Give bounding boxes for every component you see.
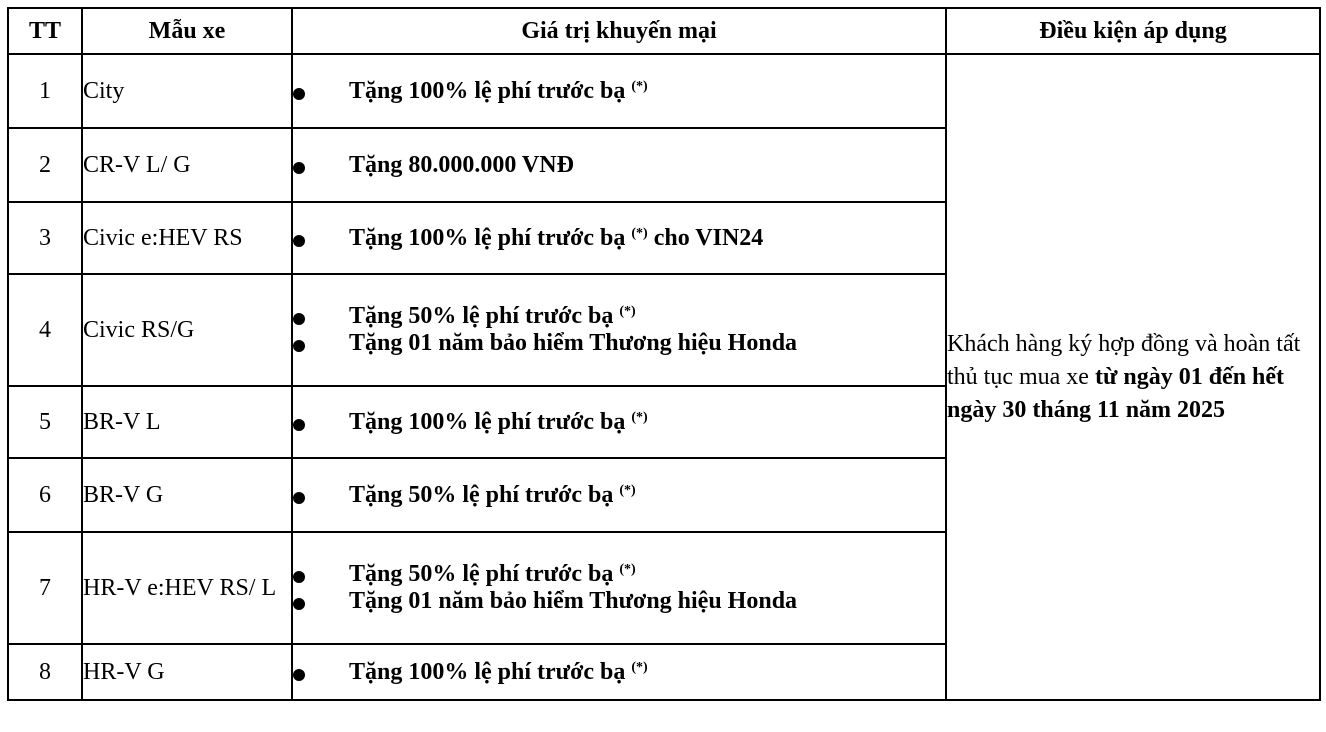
promotion-item <box>293 225 945 252</box>
bullet-icon <box>293 492 305 504</box>
promotion-item <box>293 561 945 588</box>
promotion-text: Tặng 100% lệ phí trước bạ <box>349 224 626 251</box>
condition-date-range: từ ngày 01 đến hết ngày 30 tháng 11 năm 2025 <box>947 363 1285 423</box>
footnote-mark: (*) <box>619 304 636 319</box>
promotion-value <box>292 458 946 532</box>
promotion-text: Tặng 100% lệ phí trước bạ <box>349 77 626 104</box>
condition-cell <box>946 54 1320 700</box>
promotion-item <box>293 330 945 357</box>
row-number: 5 <box>8 386 82 458</box>
condition-text: Khách hàng ký hợp đồng và hoàn tất thủ tục mua xe <box>947 330 1301 390</box>
promotion-value <box>292 54 946 128</box>
row-number: 1 <box>8 54 82 128</box>
row-number: 6 <box>8 458 82 532</box>
row-number: 2 <box>8 128 82 202</box>
footnote-mark: (*) <box>631 409 648 425</box>
bullet-icon <box>293 340 305 352</box>
promotion-item <box>293 588 945 615</box>
row-number: 4 <box>8 274 82 386</box>
header-row <box>8 8 1320 54</box>
header-tt: TT <box>8 8 82 54</box>
promotion-value <box>292 128 946 202</box>
promotion-text: Tặng 100% lệ phí trước bạ <box>349 658 626 685</box>
promotion-value <box>292 644 946 700</box>
promotion-text: Tặng 01 năm bảo hiểm Thương hiệu Honda <box>349 330 798 356</box>
model-name: Civic RS/G <box>82 274 292 386</box>
model-name: HR-V e:HEV RS/ L <box>82 532 292 644</box>
header-value: Giá trị khuyến mại <box>292 8 946 54</box>
promotion-item <box>293 659 945 686</box>
promotion-value <box>292 532 946 644</box>
promotion-item <box>293 482 945 509</box>
header-model: Mẫu xe <box>82 8 292 54</box>
bullet-icon <box>293 162 305 174</box>
bullet-icon <box>293 313 305 325</box>
table-row <box>8 54 1320 128</box>
model-name: Civic e:HEV RS <box>82 202 292 274</box>
bullet-icon <box>293 88 305 100</box>
footnote-mark: (*) <box>631 78 648 94</box>
promotion-value <box>292 202 946 274</box>
row-number: 7 <box>8 532 82 644</box>
promotion-item <box>293 303 945 330</box>
footnote-mark: (*) <box>631 225 648 241</box>
header-condition: Điều kiện áp dụng <box>946 8 1320 54</box>
footnote-mark: (*) <box>631 659 648 675</box>
row-number: 8 <box>8 644 82 700</box>
row-number: 3 <box>8 202 82 274</box>
promotion-item <box>293 409 945 436</box>
promotion-value <box>292 274 946 386</box>
promotion-text: Tặng 50% lệ phí trước bạ <box>349 481 614 508</box>
promotion-text: Tặng 01 năm bảo hiểm Thương hiệu Honda <box>349 588 798 614</box>
promotion-text: Tặng 80.000.000 VNĐ <box>349 151 574 178</box>
model-name: City <box>82 54 292 128</box>
promotion-item <box>293 152 945 179</box>
bullet-icon <box>293 419 305 431</box>
promotion-item <box>293 78 945 105</box>
model-name: HR-V G <box>82 644 292 700</box>
bullet-icon <box>293 235 305 247</box>
promotion-text: Tặng 100% lệ phí trước bạ <box>349 408 626 435</box>
bullet-icon <box>293 571 305 583</box>
promotion-text-tail: cho VIN24 <box>647 224 764 251</box>
model-name: BR-V G <box>82 458 292 532</box>
promotion-text: Tặng 50% lệ phí trước bạ <box>349 561 614 587</box>
promotion-text: Tặng 50% lệ phí trước bạ <box>349 303 614 329</box>
model-name: CR-V L/ G <box>82 128 292 202</box>
footnote-mark: (*) <box>619 562 636 577</box>
bullet-icon <box>293 669 305 681</box>
model-name: BR-V L <box>82 386 292 458</box>
footnote-mark: (*) <box>619 482 636 498</box>
promotion-table <box>7 7 1321 701</box>
bullet-icon <box>293 598 305 610</box>
promotion-value <box>292 386 946 458</box>
